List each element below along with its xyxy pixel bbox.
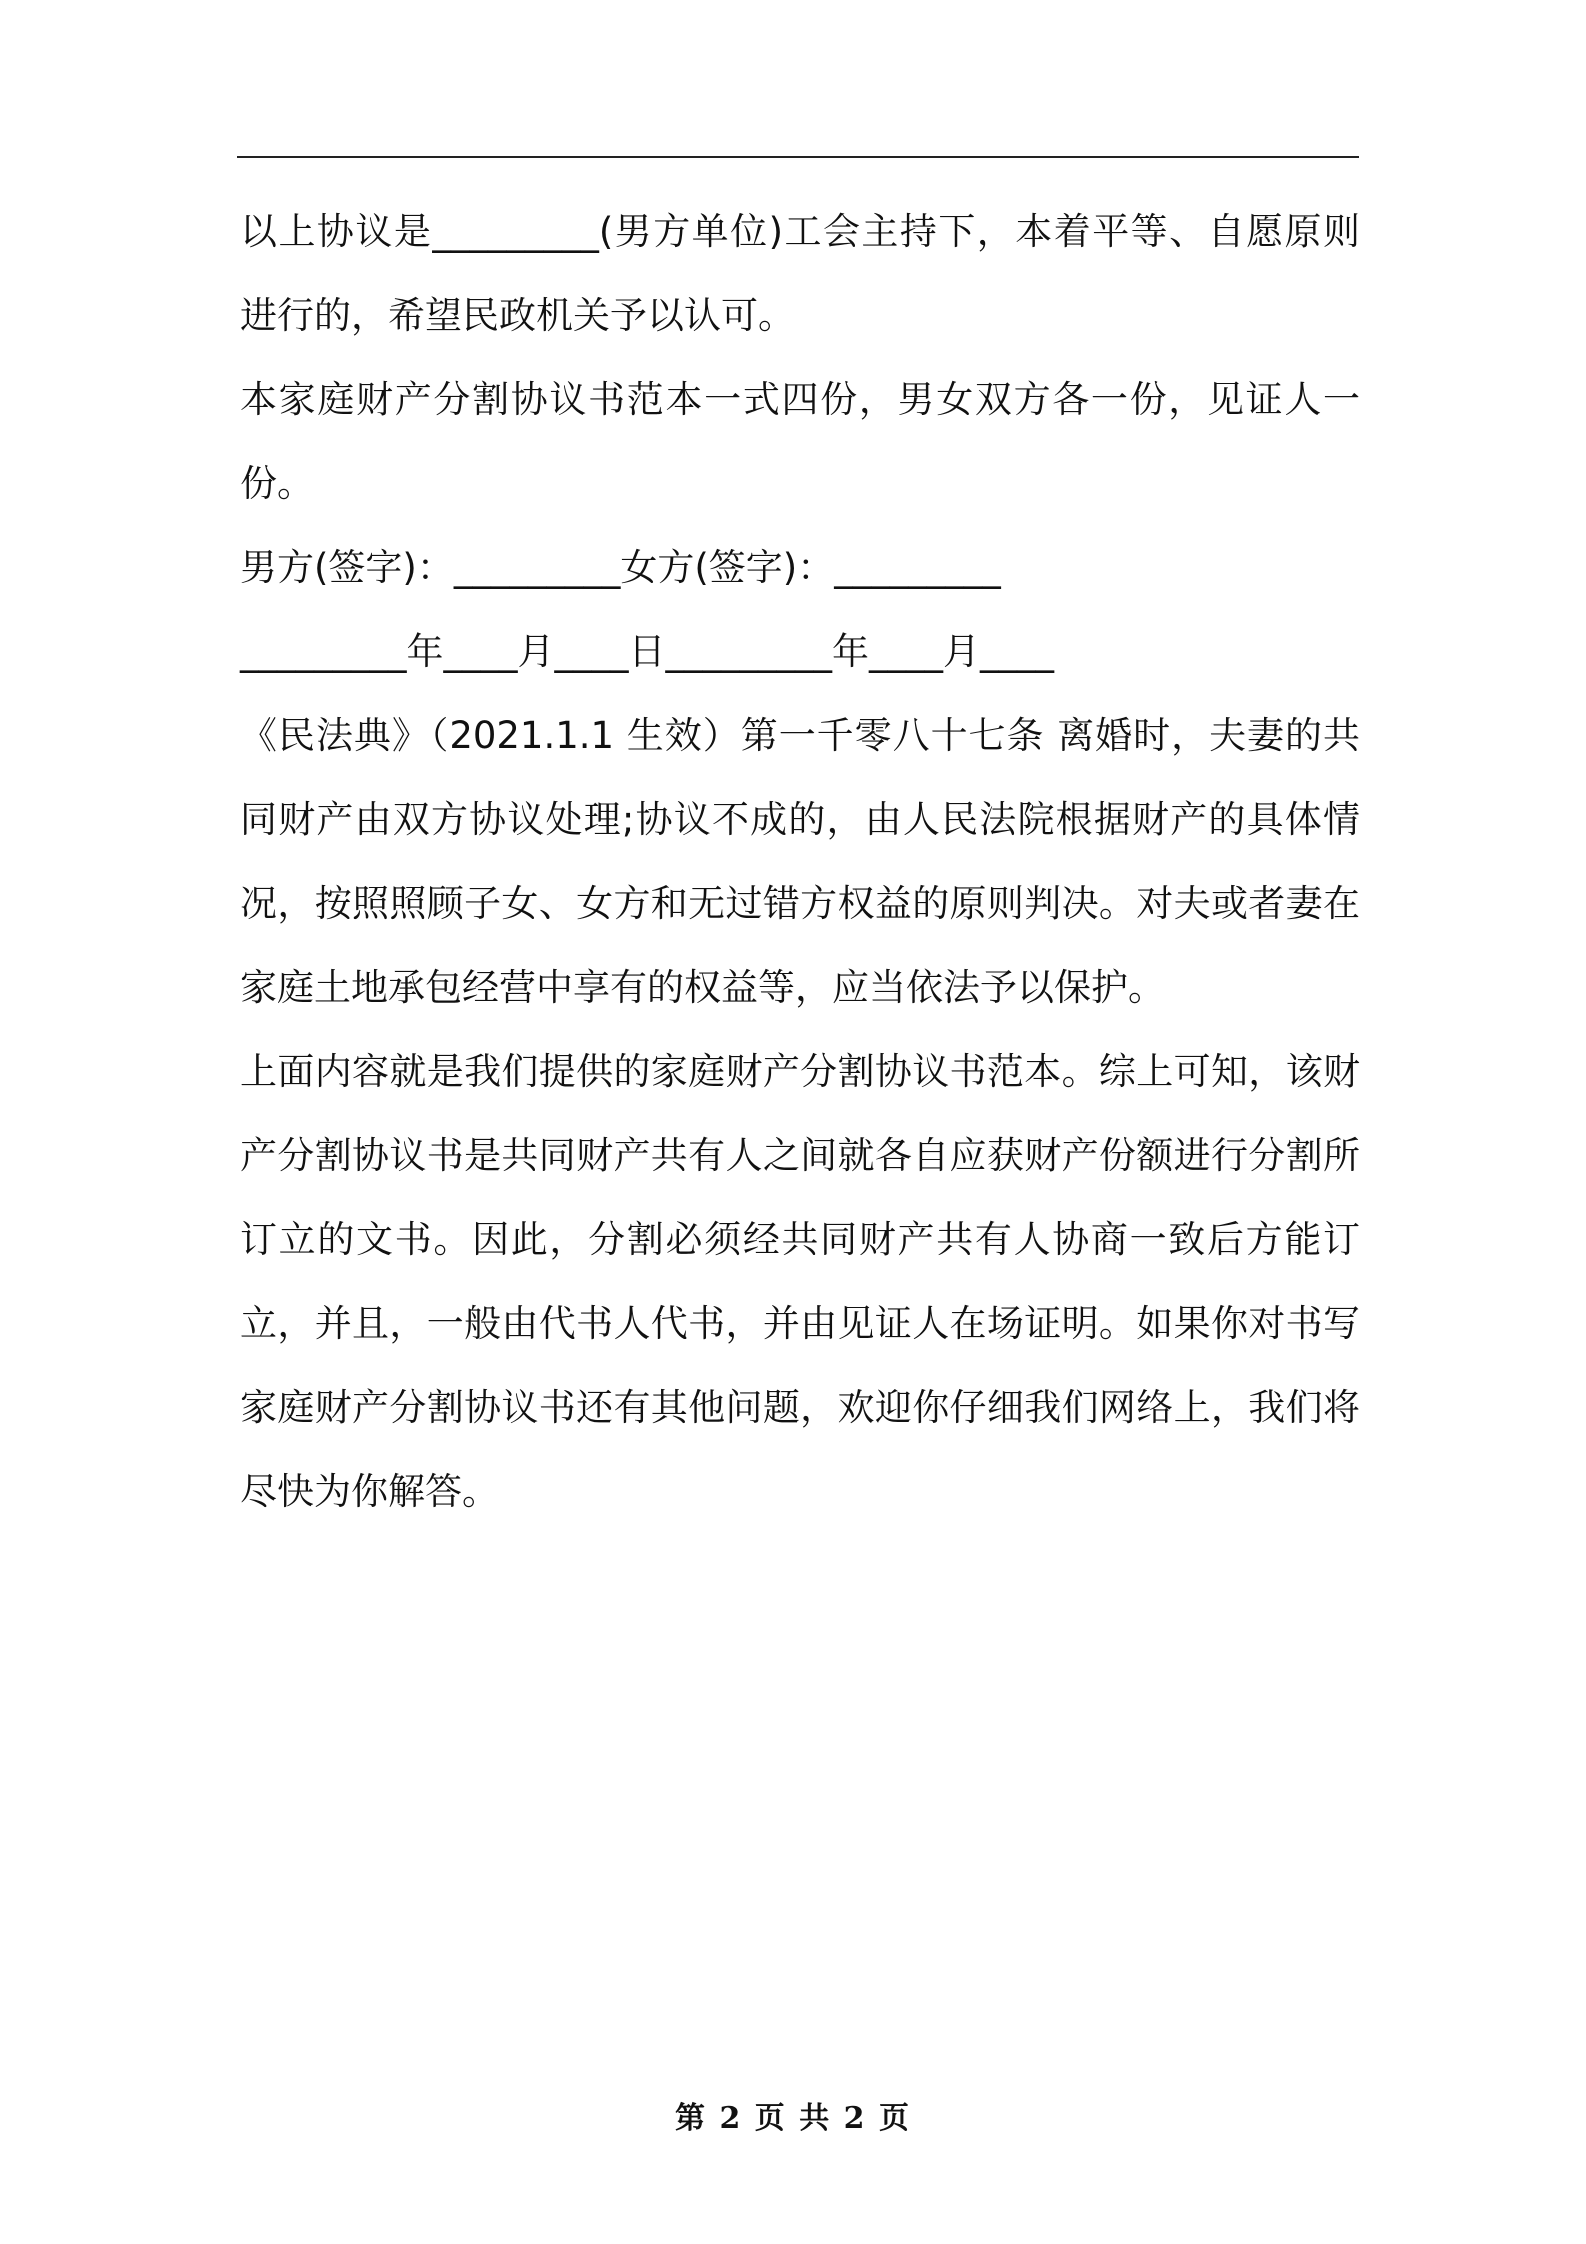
page-number: 第 2 页 共 2 页 — [675, 2101, 911, 2136]
signature-line: 男方(签字)：_________女方(签字)：_________ — [240, 546, 1001, 589]
paragraph-summary: 上面内容就是我们提供的家庭财产分割协议书范本。综上可知，该财产分割协议书是共同财产共有人之间就各自应获财产份额进行分割所订立的文书。因此，分割必须经共同财产共有人协商一致后方能订立，并且，一般由代书人代书，并由见证人在场证明。如果你对书写家庭财产分割协议书还有其他问题，欢迎你仔细我们网络上，我们将尽快为你解答。 — [240, 1050, 1360, 1513]
document-body — [240, 190, 1360, 1534]
date-line: _________年____月____日_________年____月____ — [240, 630, 1054, 673]
paragraph-civil-code: 《民法典》（2021.1.1 生效）第一千零八十七条 离婚时，夫妻的共同财产由双方协议处理;协议不成的，由人民法院根据财产的具体情况，按照照顾子女、女方和无过错方权益的原则判决。对夫或者妻在家庭土地承包经营中享有的权益等，应当依法予以保护。 — [240, 714, 1360, 1009]
header-rule — [237, 156, 1359, 158]
paragraph-copies: 本家庭财产分割协议书范本一式四份，男女双方各一份，见证人一份。 — [240, 378, 1360, 505]
paragraph-union-approval: 以上协议是_________(男方单位)工会主持下，本着平等、自愿原则进行的，希望民政机关予以认可。 — [240, 210, 1360, 337]
